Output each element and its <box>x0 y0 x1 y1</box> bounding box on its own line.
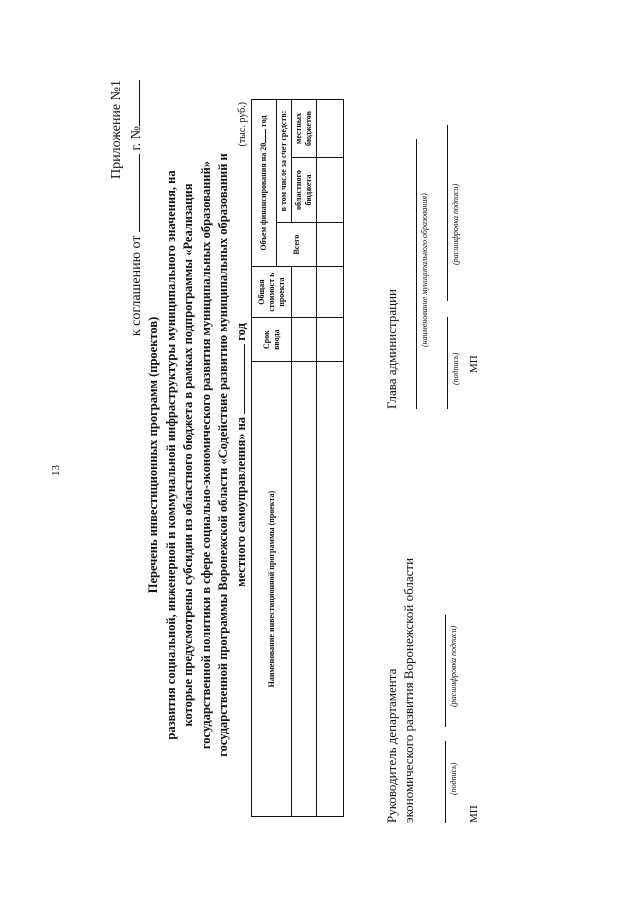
title-line-5: государственной программы Воронежской области «Содействие развитию муниципальных образований и <box>216 153 230 757</box>
annex-block <box>107 80 147 336</box>
table-cell <box>317 100 344 158</box>
col-header-regional: областного бюджета <box>292 158 317 223</box>
right-decode-caption: (расшифровка подписи) <box>451 183 460 265</box>
right-mp: МП <box>468 355 480 373</box>
agreement-number-blank <box>139 80 140 126</box>
table-cell <box>317 362 344 817</box>
right-signature-title: Глава администрации <box>384 288 399 409</box>
col-header-total: Всего <box>277 223 317 267</box>
left-decode-line <box>445 615 446 727</box>
left-mp: МП <box>468 805 480 823</box>
left-decode-caption: (расшифровка подписи) <box>449 625 458 707</box>
municipality-line <box>416 139 417 409</box>
right-decode-line <box>447 125 448 301</box>
col-header-local: местных бюджетов <box>292 100 317 158</box>
left-signature-line-1: Руководитель департамента <box>384 668 399 823</box>
title-line-2: развития социальной, инженерной и коммунальной инфраструктуры муниципального значения, на <box>163 170 178 740</box>
page-number: 13 <box>50 465 62 476</box>
agreement-date-blank <box>139 154 140 232</box>
document-title <box>145 95 250 815</box>
table-cell <box>317 158 344 223</box>
title-line-4: государственной политики в сфере социально-экономического развития муниципальных образований» <box>198 160 213 750</box>
col-header-volume-prefix: Объем финансирования на 20 <box>259 142 268 251</box>
col-header-volume <box>252 100 277 267</box>
empty-cell <box>292 267 317 318</box>
table-cell <box>317 267 344 318</box>
col-header-name: Наименование инвестиционной программы (проекта) <box>252 362 292 817</box>
volume-year-blank <box>265 129 266 143</box>
unit-label: (тыс. руб.) <box>237 102 248 147</box>
left-sign-line <box>445 741 446 823</box>
annex-agreement <box>127 80 147 336</box>
annex-year-suffix: г. № <box>129 126 144 151</box>
title-line-6 <box>233 95 251 815</box>
title-line-3: которые предусмотрены субсидии из областного бюджета в рамках подпрограммы «Реализация <box>181 183 195 727</box>
right-sign-caption: (подпись) <box>451 352 460 385</box>
right-sign-line <box>447 317 448 409</box>
investment-table <box>251 99 344 817</box>
title-last-prefix: местного самоуправления» на <box>233 416 248 587</box>
col-header-incl: в том числе за счет средств: <box>277 100 292 223</box>
table-cell <box>317 223 344 267</box>
table-cell <box>317 318 344 362</box>
empty-cell <box>292 362 317 817</box>
empty-cell <box>292 318 317 362</box>
municipality-caption: (наименование муниципального образования) <box>420 193 429 347</box>
annex-title: Приложение №1 <box>109 80 124 179</box>
col-header-cost: Общая стоимост ь проекта <box>252 267 292 318</box>
table-row <box>317 100 344 817</box>
annex-agreement-prefix: к соглашению от <box>129 235 144 337</box>
left-sign-caption: (подпись) <box>449 762 458 795</box>
title-line-1: Перечень инвестиционных программ (проектов) <box>146 316 160 594</box>
col-header-volume-suffix: год <box>259 115 268 127</box>
left-signature-title <box>383 558 417 823</box>
year-blank <box>244 344 245 414</box>
left-signature-line-2: экономического развития Воронежской области <box>401 557 416 823</box>
title-last-suffix: год <box>233 323 248 341</box>
col-header-term: Срок ввода <box>252 318 292 362</box>
